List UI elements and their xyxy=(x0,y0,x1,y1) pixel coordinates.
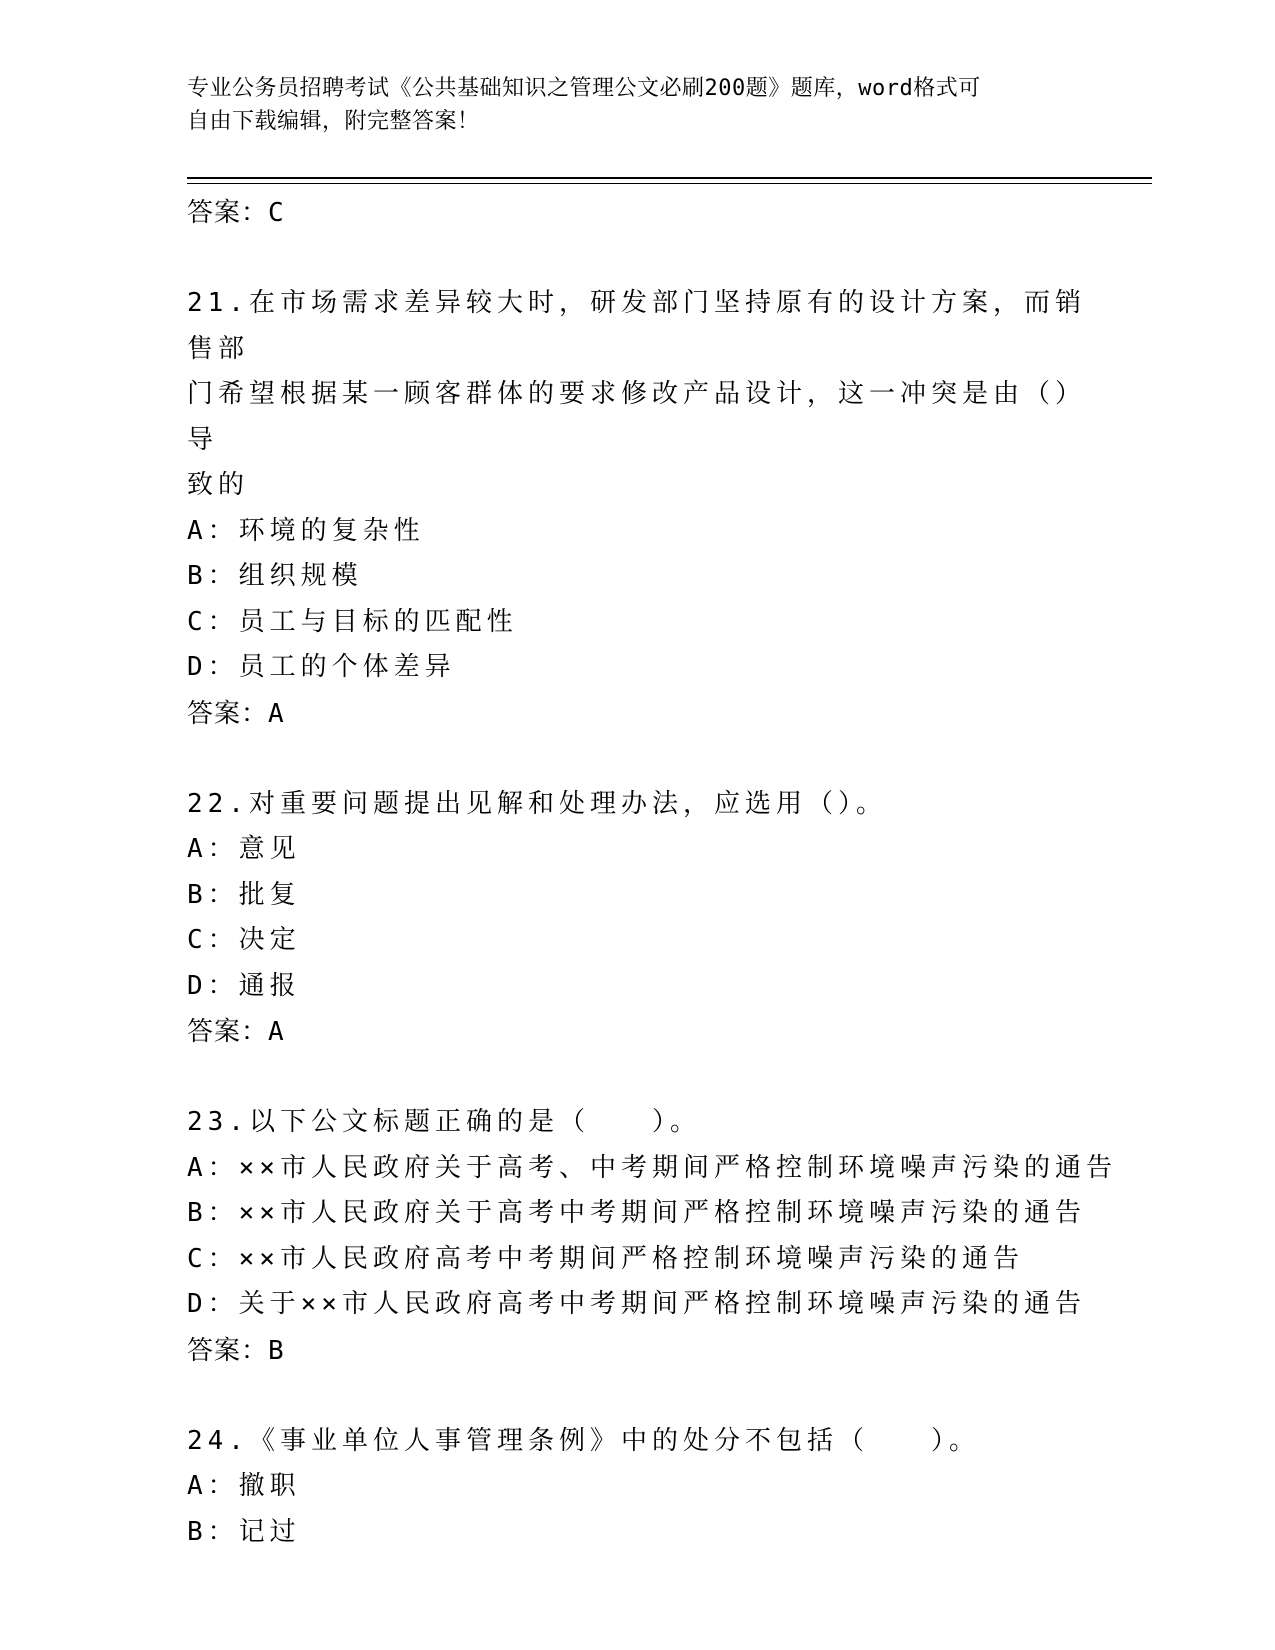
question-22-option-a: A：意见 xyxy=(187,834,301,864)
question-22-option-c: C：决定 xyxy=(187,925,301,955)
question-24-option-a: A：撤职 xyxy=(187,1471,301,1501)
question-22-option-b: B：批复 xyxy=(187,879,301,910)
page-header xyxy=(187,72,1067,138)
question-22 xyxy=(187,782,1087,1056)
question-21-option-a: A：环境的复杂性 xyxy=(187,515,425,546)
question-24-line-1: 24.《事业单位人事管理条例》中的处分不包括（ ）。 xyxy=(187,1425,980,1456)
question-22-option-d: D：通报 xyxy=(187,970,301,1001)
spacer xyxy=(187,236,1087,281)
question-23-option-a: A：××市人民政府关于高考、中考期间严格控制环境噪声污染的通告 xyxy=(187,1152,1117,1183)
spacer xyxy=(187,1055,1087,1100)
spacer xyxy=(187,1374,1087,1419)
question-23-option-d: D：关于××市人民政府高考中考期间严格控制环境噪声污染的通告 xyxy=(187,1289,1086,1319)
question-21-line-2: 门希望根据某一顾客群体的要求修改产品设计，这一冲突是由（）导 xyxy=(187,379,1087,455)
question-22-answer: 答案：A xyxy=(187,1017,285,1047)
question-21-option-c: C：员工与目标的匹配性 xyxy=(187,606,518,637)
question-list xyxy=(187,190,1117,1555)
question-23-option-b: B：××市人民政府关于高考中考期间严格控制环境噪声污染的通告 xyxy=(187,1198,1086,1228)
spacer xyxy=(187,737,1087,782)
question-21-option-b: B：组织规模 xyxy=(187,561,363,591)
header-rule-thin xyxy=(187,183,1152,184)
question-21-line-1: 21.在市场需求差异较大时，研发部门坚持原有的设计方案，而销售部 xyxy=(187,288,1086,364)
question-24-option-b: B：记过 xyxy=(187,1516,301,1547)
question-21-line-3: 致的 xyxy=(187,470,250,500)
question-23 xyxy=(187,1100,1117,1374)
question-23-option-c: C：××市人民政府高考中考期间严格控制环境噪声污染的通告 xyxy=(187,1243,1024,1274)
question-22-line-1: 22.对重要问题提出见解和处理办法，应选用（）。 xyxy=(187,788,887,819)
question-21 xyxy=(187,281,1087,737)
question-24 xyxy=(187,1419,1087,1556)
question-21-answer: 答案：A xyxy=(187,698,285,729)
question-23-answer: 答案：B xyxy=(187,1335,285,1366)
header-line-1: 专业公务员招聘考试《公共基础知识之管理公文必刷200题》题库，word格式可 xyxy=(187,76,981,101)
previous-answer: 答案：C xyxy=(187,198,285,228)
question-23-line-1: 23.以下公文标题正确的是（ ）。 xyxy=(187,1107,701,1137)
header-rule-thick xyxy=(187,177,1152,179)
question-21-option-d: D：员工的个体差异 xyxy=(187,652,456,682)
header-line-2: 自由下载编辑，附完整答案！ xyxy=(187,109,480,134)
